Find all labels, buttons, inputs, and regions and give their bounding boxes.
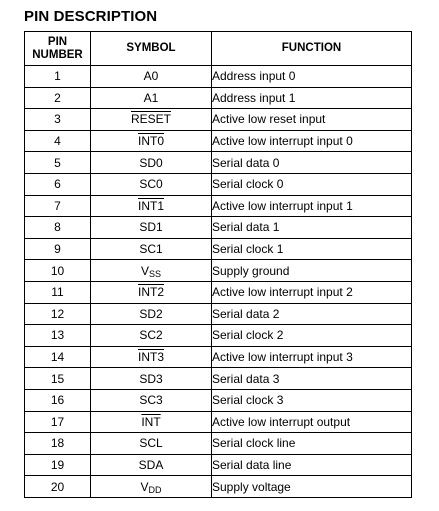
pin-number-cell: 4	[25, 130, 91, 152]
function-cell: Serial clock 1	[212, 238, 412, 260]
symbol-text: INT0	[137, 134, 164, 149]
function-cell: Active low interrupt input 3	[212, 346, 412, 368]
symbol-cell	[91, 130, 212, 152]
function-cell: Serial clock 0	[212, 173, 412, 195]
column-header-symbol: SYMBOL	[91, 32, 212, 66]
function-cell: Active low reset input	[212, 109, 412, 131]
pin-number-cell: 3	[25, 109, 91, 131]
symbol-cell	[91, 195, 212, 217]
symbol-cell	[91, 66, 212, 88]
symbol-text: V	[140, 263, 149, 278]
symbol-text: SC1	[139, 242, 163, 257]
symbol-cell	[91, 109, 212, 131]
pin-number-cell: 6	[25, 173, 91, 195]
symbol-text: SD1	[139, 220, 163, 235]
symbol-subscript: DD	[148, 484, 162, 495]
function-cell: Active low interrupt input 0	[212, 130, 412, 152]
function-cell: Active low interrupt input 1	[212, 195, 412, 217]
pin-number-cell: 16	[25, 389, 91, 411]
pin-number-cell: 9	[25, 238, 91, 260]
function-cell: Active low interrupt input 2	[212, 281, 412, 303]
symbol-text: SCL	[139, 436, 163, 451]
symbol-text: SC3	[139, 393, 163, 408]
symbol-cell	[91, 476, 212, 498]
table-row	[25, 66, 412, 88]
pin-number-cell: 1	[25, 66, 91, 88]
table-row	[25, 195, 412, 217]
pin-number-cell: 17	[25, 411, 91, 433]
table-row	[25, 260, 412, 282]
function-cell: Serial data 3	[212, 368, 412, 390]
pin-number-cell: 11	[25, 281, 91, 303]
symbol-text: INT3	[137, 350, 164, 365]
function-cell: Serial data 0	[212, 152, 412, 174]
function-cell: Supply ground	[212, 260, 412, 282]
symbol-text: $\overline{INT}$	[141, 414, 161, 429]
table-header-row	[25, 32, 412, 66]
symbol-cell	[91, 238, 212, 260]
table-row	[25, 476, 412, 498]
symbol-cell	[91, 217, 212, 239]
pin-number-cell: 7	[25, 195, 91, 217]
table-row	[25, 281, 412, 303]
pin-description-table	[24, 31, 412, 498]
symbol-text: INT1	[137, 198, 164, 213]
symbol-text: SC2	[139, 328, 163, 343]
pin-number-cell: 19	[25, 454, 91, 476]
symbol-text: A1	[143, 90, 159, 105]
column-header-function: FUNCTION	[212, 32, 412, 66]
symbol-cell	[91, 411, 212, 433]
symbol-subscript: SS	[149, 268, 162, 279]
symbol-cell	[91, 281, 212, 303]
table-row	[25, 389, 412, 411]
column-header-pin-number: PIN NUMBER	[25, 32, 91, 66]
symbol-text: V	[140, 479, 149, 494]
symbol-cell	[91, 346, 212, 368]
symbol-cell	[91, 454, 212, 476]
function-cell: Serial clock 3	[212, 389, 412, 411]
function-cell: Serial clock line	[212, 433, 412, 455]
symbol-text: SDA	[138, 457, 164, 472]
pin-number-cell: 15	[25, 368, 91, 390]
pin-number-cell: 2	[25, 87, 91, 109]
page-title: PIN DESCRIPTION	[24, 8, 158, 25]
table-row	[25, 238, 412, 260]
symbol-text: INT2	[137, 285, 164, 300]
pin-number-cell: 18	[25, 433, 91, 455]
table-row	[25, 173, 412, 195]
symbol-text: RESET	[130, 112, 171, 127]
table-row	[25, 109, 412, 131]
pin-number-cell: 20	[25, 476, 91, 498]
function-cell: Serial data line	[212, 454, 412, 476]
function-cell: Serial clock 2	[212, 325, 412, 347]
symbol-cell	[91, 389, 212, 411]
symbol-cell	[91, 152, 212, 174]
symbol-text: SD0	[139, 155, 163, 170]
table-row	[25, 130, 412, 152]
function-cell: Serial data 1	[212, 217, 412, 239]
table-row	[25, 346, 412, 368]
function-cell: Supply voltage	[212, 476, 412, 498]
symbol-text: A0	[143, 69, 159, 84]
symbol-text: SC0	[139, 177, 163, 192]
table-row	[25, 433, 412, 455]
symbol-cell	[91, 368, 212, 390]
table-row	[25, 217, 412, 239]
table-row	[25, 411, 412, 433]
table-row	[25, 303, 412, 325]
pin-number-cell: 5	[25, 152, 91, 174]
function-cell: Address input 0	[212, 66, 412, 88]
symbol-cell	[91, 87, 212, 109]
symbol-cell	[91, 433, 212, 455]
table-row	[25, 454, 412, 476]
symbol-cell	[91, 303, 212, 325]
pin-number-cell: 14	[25, 346, 91, 368]
function-cell: Active low interrupt output	[212, 411, 412, 433]
table-body	[25, 66, 412, 498]
symbol-text: SD2	[139, 306, 163, 321]
table-row	[25, 368, 412, 390]
table-row	[25, 87, 412, 109]
symbol-text: SD3	[139, 371, 163, 386]
pin-number-cell: 12	[25, 303, 91, 325]
symbol-cell	[91, 325, 212, 347]
table-row	[25, 152, 412, 174]
pin-number-cell: 13	[25, 325, 91, 347]
function-cell: Serial data 2	[212, 303, 412, 325]
function-cell: Address input 1	[212, 87, 412, 109]
symbol-cell	[91, 260, 212, 282]
pin-number-cell: 10	[25, 260, 91, 282]
table-row	[25, 325, 412, 347]
symbol-cell	[91, 173, 212, 195]
pin-number-cell: 8	[25, 217, 91, 239]
